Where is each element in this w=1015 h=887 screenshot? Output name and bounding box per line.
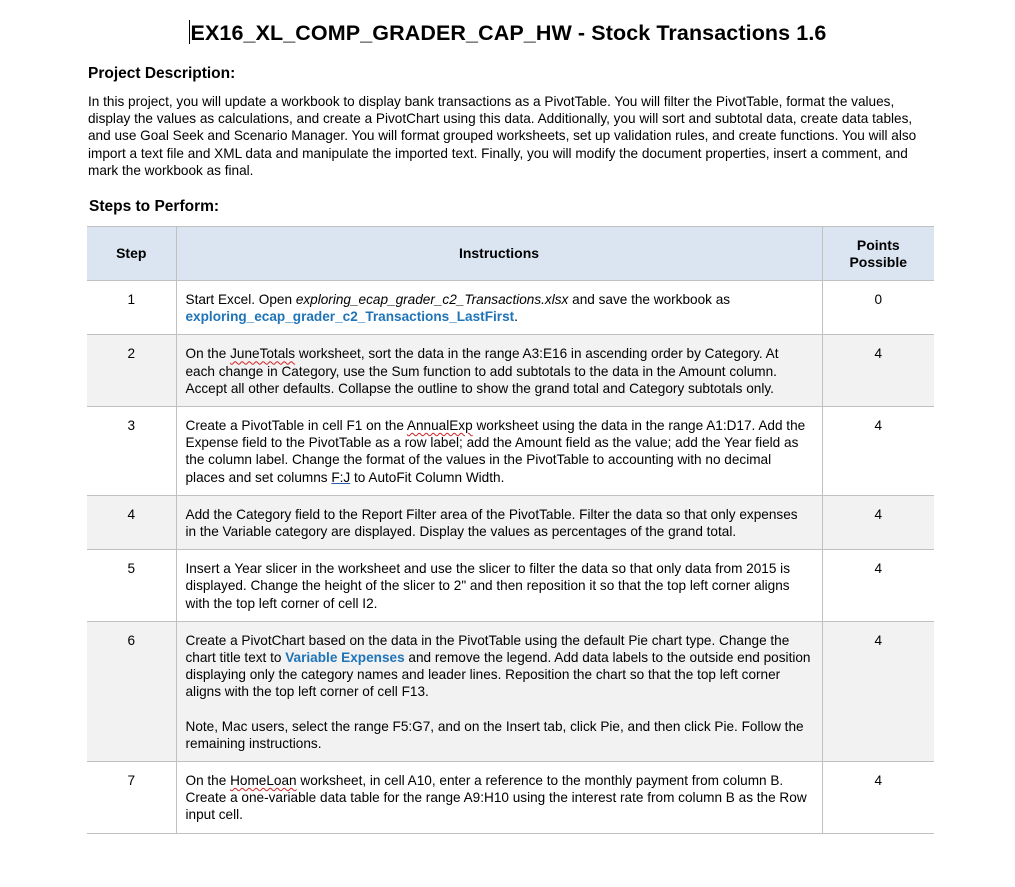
worksheet-name-spellcheck: JuneTotals <box>230 346 296 362</box>
column-header-step: Step <box>87 227 176 281</box>
step-points: 4 <box>822 335 934 407</box>
steps-table <box>87 226 934 834</box>
instruction-text: . <box>514 309 518 325</box>
steps-heading: Steps to Perform: <box>89 198 220 215</box>
step-number: 6 <box>87 621 176 761</box>
step-number: 5 <box>87 550 176 622</box>
document-title <box>0 20 1015 46</box>
step-points: 4 <box>822 407 934 496</box>
project-description-heading: Project Description: <box>88 65 236 82</box>
step-instructions <box>176 281 822 335</box>
step-points: 4 <box>822 550 934 622</box>
step-instructions: Add the Category field to the Report Filter area of the PivotTable. Filter the data so that only expenses in the Variable category are displayed. Display the values as percentages of the grand total. <box>176 495 822 549</box>
step-number: 4 <box>87 495 176 549</box>
table-row <box>87 621 934 761</box>
worksheet-name-spellcheck: AnnualExp <box>406 418 473 434</box>
column-range-underlined: F:J <box>331 469 351 485</box>
step-instructions: Insert a Year slicer in the worksheet and use the slicer to filter the data so that only data from 2015 is displayed. Change the height of the slicer to 2" and then reposition it so that the top left corner aligns with the top left corner of cell I2. <box>176 550 822 622</box>
instruction-text: and remove the legend. Add data labels to the outside end position displaying only the category names and leader lines. Reposition the chart so that the top left corner aligns with the top left corner of cell F13. <box>185 650 811 700</box>
column-header-instructions: Instructions <box>176 227 822 281</box>
table-header-row <box>87 227 934 281</box>
column-header-points-label: Points Possible <box>849 236 908 270</box>
column-header-points <box>822 227 934 281</box>
paragraph-gap <box>186 701 812 718</box>
step-number: 1 <box>87 281 176 335</box>
step-instructions <box>176 407 822 496</box>
step-number: 7 <box>87 762 176 834</box>
starting-file-name: exploring_ecap_grader_c2_Transactions.xlsx <box>295 292 569 307</box>
worksheet-name-spellcheck: HomeLoan <box>230 773 297 789</box>
instruction-text: worksheet, sort the data in the range A3:E16 in ascending order by Category. At each change in Category, use the Sum function to add subtotals to the data in the Amount column. Accept all other defaults. Collapse the outline to show the grand total and Category subtotals only. <box>185 346 779 396</box>
instruction-text: Create a PivotTable in cell F1 on the <box>185 418 407 434</box>
step-instructions <box>176 335 822 407</box>
table-row <box>87 495 934 549</box>
step-points: 4 <box>822 762 934 834</box>
table-row <box>87 407 934 496</box>
chart-title-value: Variable Expenses <box>285 650 405 666</box>
instruction-text: worksheet using the data in the range A1:D17. Add the Expense field to the PivotTable as a row label; add the Amount field as the value; add the Year field as the column label. Change the format of the values in the PivotTable to accounting with no decimal places and set columns <box>185 418 806 485</box>
step-points: 4 <box>822 621 934 761</box>
table-row <box>87 281 934 335</box>
instruction-text: On the <box>185 773 231 789</box>
instruction-text: Start Excel. Open <box>185 292 296 307</box>
step-instructions <box>176 621 822 761</box>
instruction-text: On the <box>185 346 231 362</box>
instruction-text: to AutoFit Column Width. <box>350 469 505 485</box>
table-row <box>87 762 934 834</box>
mac-users-note: Note, Mac users, select the range F5:G7, and on the Insert tab, click Pie, and then click Pie. Follow the remaining instructions. <box>185 718 804 751</box>
step-number: 2 <box>87 335 176 407</box>
step-number: 3 <box>87 407 176 496</box>
instruction-text: Create a PivotChart based on the data in the PivotTable using the default Pie chart type. Change the chart title text to <box>185 632 790 666</box>
table-row <box>87 550 934 622</box>
save-as-file-name: exploring_ecap_grader_c2_Transactions_LastFirst <box>185 309 515 325</box>
instruction-text: worksheet, in cell A10, enter a reference to the monthly payment from column B. Create a one-variable data table for the range A9:H10 using the interest rate from column B as the Row input cell. <box>185 773 807 823</box>
table-row <box>87 335 934 407</box>
document-title-text: EX16_XL_COMP_GRADER_CAP_HW - Stock Transactions 1.6 <box>190 21 827 45</box>
instruction-text: and save the workbook as <box>568 292 731 307</box>
step-points: 0 <box>822 281 934 335</box>
text-cursor <box>189 20 190 44</box>
step-points: 4 <box>822 495 934 549</box>
step-instructions <box>176 762 822 834</box>
project-description-text: In this project, you will update a workbook to display bank transactions as a PivotTable. You will filter the PivotTable, format the values, display the values as calculations, and create a PivotChart using this data. Additionally, you will sort and subtotal data, create data tables, and use Goal Seek and Scenario Manager. You will format grouped worksheets, set up validation rules, and create functions. You will also import a text file and XML data and manipulate the imported text. Finally, you will modify the document properties, insert a comment, and mark the workbook as final. <box>88 94 917 178</box>
